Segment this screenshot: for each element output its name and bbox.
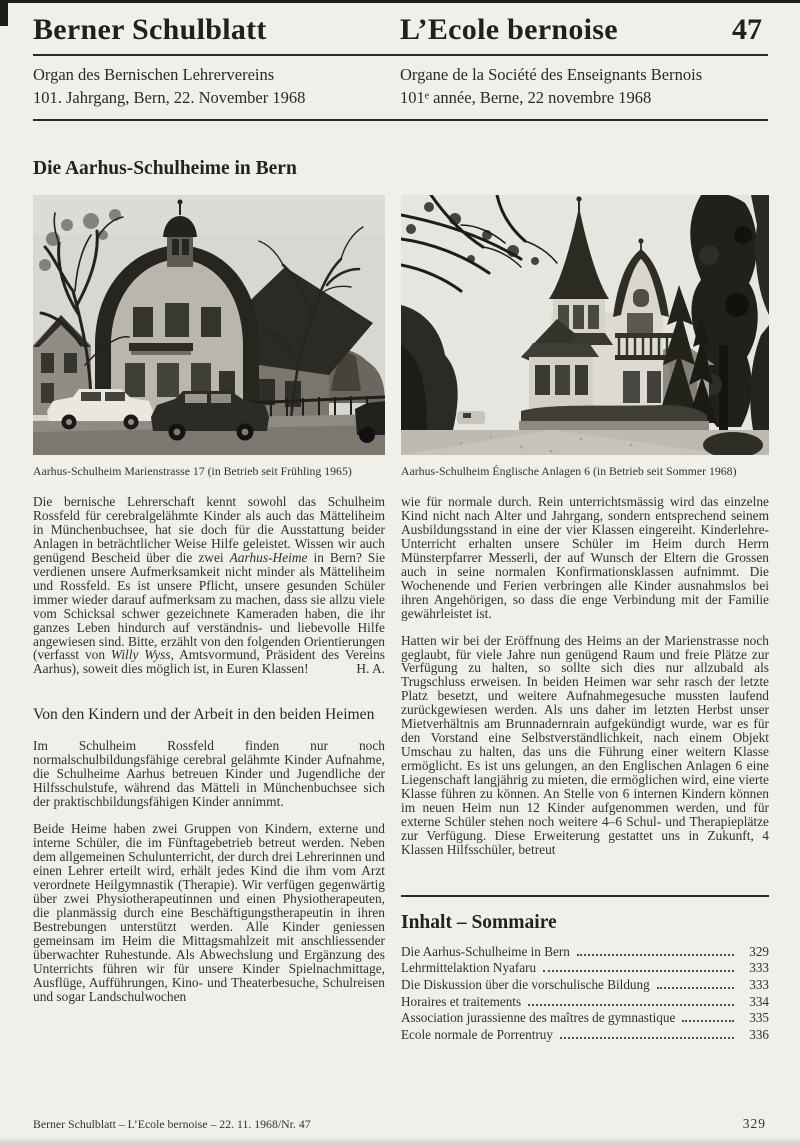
body-paragraph: Beide Heime haben zwei Gruppen von Kindern, externe und interne Schüler, die im Fünftagebetrieb betreut werden. Neben dem allgemeinen Schulunterricht, der durch drei Lehrerinnen und einen Lehrer erteilt wird, erhält jedes Kind die ihm vom Arzt verordnete Heilgymnastik (Therapie). Wir verfügen gegenwärtig über zwei Physiotherapeutinnen und einen Physiotherapeuten, die planmässig durch eine Beschäftigungstherapeutin in ihren Bestrebungen unterstützt werden. Alle Kinder geniessen gemeinsam im Heim die Mittagsmahlzeit mit anschliessender überwachter Ruhestunde. Als Abwechslung und Ergänzung des Unterrichts führen wir für unsere Kinder Spielnachmittage, Ausflüge, Aufführungen, Kino- und Theaterbesuche, Schulreisen und sogar Landschulwochen — [33, 821, 385, 1004]
toc-entry-title: Ecole normale de Porrentruy — [401, 1026, 553, 1042]
dot-leader — [657, 987, 734, 989]
toc-list — [401, 944, 769, 1044]
toc-entry-page: 329 — [749, 943, 769, 959]
article-title: Die Aarhus-Schulheime in Bern — [33, 158, 297, 179]
masthead-subtitle-french — [400, 64, 768, 109]
organ-line-french: Organe de la Société des Enseignants Bernois — [400, 65, 703, 84]
toc-rule — [401, 895, 769, 897]
issue-number: 47 — [732, 13, 762, 46]
toc-entry — [401, 1027, 769, 1044]
toc-entry-page: 333 — [749, 977, 769, 993]
masthead-title-french: L’Ecole bernoise — [400, 13, 618, 46]
date-line-german: 101. Jahrgang, Bern, 22. November 1968 — [33, 87, 306, 107]
footer-imprint: Berner Schulblatt – L’Ecole bernoise – 22. 11. 1968/Nr. 47 — [33, 1117, 311, 1131]
left-column — [33, 495, 385, 1043]
photo-caption-englische-anlagen: Aarhus-Schulheim Énglische Anlagen 6 (in Betrieb seit Sommer 1968) — [401, 464, 737, 478]
masthead-subtitle-german — [33, 64, 385, 109]
masthead-right — [400, 13, 768, 47]
article-body — [33, 495, 768, 1043]
dot-leader — [528, 1004, 734, 1006]
toc-entry-title: Horaires et traitements — [401, 993, 522, 1009]
toc-entry-page: 335 — [749, 1010, 769, 1026]
organ-line-german: Organ des Bernischen Lehrervereins — [33, 65, 275, 84]
author-initials: H. A. — [356, 661, 385, 677]
toc-entry — [401, 977, 769, 994]
masthead-titles — [33, 13, 768, 47]
body-paragraph: wie für normale durch. Rein unterrichtsmässig wird das einzelne Kind nicht nach Alter und Jahrgang, sondern entsprechend seinem Ausbildungsstand in eine der vier Klassen eingereiht. Kinderlehre-Unterricht erhalten unsere Schüler im Heim durch Herrn Münsterpfarrer Messerli, der auf Wunsch der Eltern die Grossen auch in seine normalen Konfirmationsklassen aufnimmt. Die Wochenende und Ferien verbringen alle Kinder ausnahmslos bei ihren Angehörigen, so dass die enge Verbindung mit der Familie gewährleistet ist. — [401, 494, 769, 621]
dot-leader — [543, 970, 734, 972]
toc-entry — [401, 994, 769, 1011]
intro-text: Die bernische Lehrerschaft kennt sowohl das Schulheim Rossfeld für cerebralgelähmte Kinder als auch das Mätteliheim in Münchenbuchsee, hat sie doch für die Ausstattung beider Anlagen in beträchtlicher Weise Hilfe geleistet. Wissen wir auch genügend Bescheid über die zwei Aarhus-Heime in Bern? Sie verdienen unsere Aufmerksamkeit nicht minder als Mätteliheim und Rossfeld. Es ist unsere Pflicht, unsere gesunden Schüler immer wieder darauf aufmerksam zu machen, dass sie allzu viele vom Schicksal schwer gezeichnete Kameraden haben, die ihr ganzes Leben hindurch auf verständnis- und liebevolle Hilfe angewiesen sind. Bitte, erzählt von den folgenden Orientierungen (verfasst von Willy Wyss, Amtsvormund, Präsident des Vereins Aarhus), soweit dies möglich ist, in Euren Klassen! — [33, 494, 386, 677]
toc-heading: Inhalt – Sommaire — [401, 911, 557, 933]
photo-englische-anlagen — [401, 195, 769, 478]
section-subheading: Von den Kindern und der Arbeit in den beiden Heimen — [33, 706, 375, 724]
photo-row — [33, 195, 768, 478]
toc-entry-title: Association jurassienne des maîtres de gymnastique — [401, 1010, 676, 1026]
building-photo-englische-anlagen — [401, 195, 769, 455]
toc-entry-title: Lehrmittelaktion Nyafaru — [401, 960, 537, 976]
right-column — [401, 495, 769, 1043]
toc-entry-title: Die Aarhus-Schulheime in Bern — [401, 943, 570, 959]
masthead — [33, 0, 768, 121]
masthead-subtitles — [33, 56, 768, 119]
toc-entry — [401, 960, 769, 977]
top-rule — [7, 0, 800, 3]
masthead-rule-bottom — [33, 119, 768, 121]
scan-artifact — [0, 0, 8, 26]
small-car-left — [457, 411, 485, 424]
dot-leader — [682, 1020, 734, 1022]
building-photo-marienstrasse — [33, 195, 385, 455]
toc-entry-title: Die Diskussion über die vorschulische Bildung — [401, 977, 650, 993]
toc-entry-page: 333 — [749, 960, 769, 976]
toc-entry — [401, 1010, 769, 1027]
toc-entry-page: 334 — [749, 993, 769, 1009]
toc-entry-page: 336 — [749, 1026, 769, 1042]
dot-leader — [560, 1037, 734, 1039]
page-footer — [33, 1116, 766, 1132]
hedge-wall — [519, 405, 709, 433]
body-paragraph: Im Schulheim Rossfeld finden nur noch normalschulbildungsfähige cerebral gelähmte Kinder Aufnahme, die Schulheime Aarhus betreuen Kinder und Jugendliche der Hilfsschulstufe, während das Mätteli in Münchenbuchsee sich der praktischbildungsfähigen Kinder annimmt. — [33, 738, 385, 810]
intro-paragraph — [33, 495, 385, 676]
body-paragraph: Hatten wir bei der Eröffnung des Heims an der Marienstrasse noch geglaubt, für viele Jahre nun genügend Raum und freie Plätze zur Verfügung zu halten, so sollte sich dies nur allzubald als Trugschluss erweisen. In beiden Heimen war sehr rasch der letzte Platz besetzt, und weitere Aufnahmegesuche mussten laufend zurückgewiesen werden. Als uns daher im letzten Herbst unser Mietverhältnis am Brunnadernrain aufgekündigt wurde, war es für den Vorstand eine Selbstverständlichkeit, nach einem Objekt Umschau zu halten, das uns die Führung einer weitern Klasse ermöglicht. Es ist uns gelungen, an den Englischen Anlagen 6 eine Liegenschaft langjährig zu mieten, die ermöglichen wird, eine vierte Klasse führen zu können. An Stelle von 6 internen Kindern können im neuen Heim nun 12 Kinder aufgenommen werden, und für externe Schüler stehen noch weitere 4–6 Schul- und Therapieplätze zur Verfügung. Diese Erweiterung gestattet uns in Zukunft, 4 Klassen Hilfsschüler, betreut — [401, 632, 769, 857]
masthead-title-german: Berner Schulblatt — [33, 13, 267, 46]
photo-caption-marienstrasse: Aarhus-Schulheim Marienstrasse 17 (in Betrieb seit Frühling 1965) — [33, 464, 352, 478]
photo-marienstrasse — [33, 195, 385, 478]
toc-entry — [401, 944, 769, 961]
dot-leader — [577, 954, 734, 956]
date-line-french: 101ᵉ année, Berne, 22 novembre 1968 — [400, 87, 652, 107]
page-number: 329 — [742, 1116, 766, 1131]
